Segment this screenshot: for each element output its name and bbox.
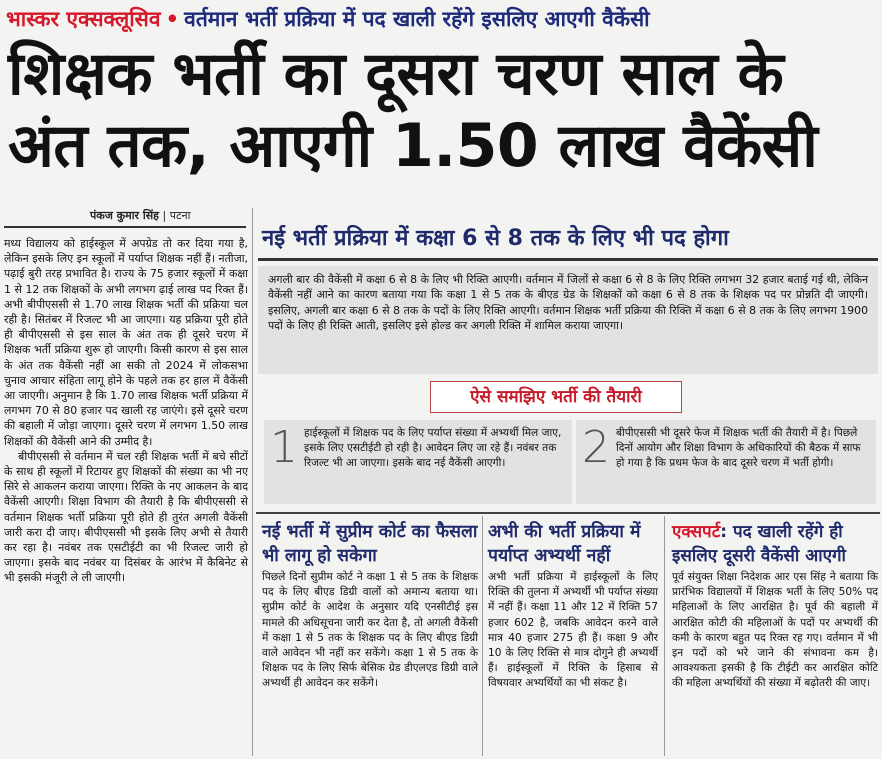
- sub-headline-rule: [258, 258, 878, 261]
- kicker-text: वर्तमान भर्ती प्रक्रिया में पद खाली रहेंगे इसलिए आएगी वैकेंसी: [184, 7, 650, 31]
- expert-headline: [672, 520, 880, 568]
- column-divider-3: [664, 516, 665, 756]
- headline-line-2: अंत तक, आएगी 1.50 लाख वैकेंसी: [8, 111, 818, 181]
- expert-text: पूर्व संयुक्त शिक्षा निदेशक आर एस सिंह ने बताया कि प्रारंभिक विद्यालयों में शिक्षक भर्ती के लिए 50% पद महिलाओं के लिए आरक्षित है। पूर्व की बहाली में आरक्षित कोटी की महिलाओं के पदों पर अभ्यर्थी की कमी के कारण बहुत पद रिक्त रह गए। वर्तमान में भी इन पदों को भरे जाने की संभावना कम है। आवश्यकता इसकी है कि टीईटी कर आरक्षित कोटि की महिला अभ्यर्थियों की संख्या में बढ़ोतरी की जाए।: [672, 571, 878, 690]
- section-rule: [256, 512, 880, 514]
- expert-headline-text: : पद खाली रहेंगे ही इसलिए दूसरी वैकेंसी आएगी: [672, 522, 846, 566]
- current-process-text: अभी भर्ती प्रक्रिया में हाईस्कूलों के लिए रिक्ति की तुलना में अभ्यर्थी भी पर्याप्त संख्या में नहीं हैं। कक्षा 11 और 12 में रिक्ति 57 हजार 602 है, जबकि आवेदन करने वाले मात्र 40 हजार 275 ही हैं। कक्षा 9 और 10 के लिए रिक्ति से मात्र दोगुने ही अभ्यर्थी हैं। हाईस्कूलों में रिक्ति के हिसाब से विषयवार अभ्यर्थियों का भी संकट है।: [488, 571, 658, 690]
- byline: [90, 208, 191, 223]
- point-text-1: हाईस्कूलों में शिक्षक पद के लिए पर्याप्त संख्या में अभ्यर्थी मिल जाए, इसके लिए एसटीईटी हो रही है। आवेदन लिए जा रहे हैं। नवंबर तक रिजल्ट भी आ जाएगा। इसके बाद नई वैकेंसी आएगी।: [304, 427, 562, 469]
- left-paragraph-1: मध्य विद्यालय को हाईस्कूल में अपग्रेड तो कर दिया गया है, लेकिन इसके लिए इन स्कूलों में पर्याप्त शिक्षक नहीं हैं। नतीजा, पढ़ाई बुरी तरह प्रभावित है। राज्य के 75 हजार स्कूलों में कक्षा 1 से 12 तक शिक्षकों के अभी लगभग ढ़ाई लाख पद रिक्त हैं। अभी बीपीएससी से 1.70 लाख शिक्षक भर्ती की प्रक्रिया चल रही है। सितंबर में रिजल्ट भी आ जाएगा। यह प्रक्रिया पूरी होते ही बीपीएससी से इस साल के अंत तक ही दूसरे चरण में शिक्षक भर्ती प्रक्रिया शुरू हो जाएगी। किसी कारण से इस साल के अंत तक वैकेंसी नहीं आ सकी तो 2024 में लोकसभा चुनाव आचार संहिता लागू होने के पहले तक हर हाल में वैकेंसी आ जाएगी। अनुमान है कि 1.70 लाख शिक्षक भर्ती प्रक्रिया में लगभग 70 से 80 हजार पद खाली रह जाएंगे। इसे दूसरे चरण की बहाली में जोड़ा जाएगा। दूसरे चरण में लगभग 1.50 लाख शिक्षकों की वैकेंसी आने की उम्मीद है।: [4, 237, 248, 448]
- left-paragraph-2: बीपीएससी से वर्तमान में चल रही शिक्षक भर्ती में बचे सीटों के साथ ही स्कूलों में रिटायर हुए शिक्षकों की संख्या का भी नए सिरे से आकलन कराया जाएगा। रिक्ति के नए आकलन के बाद वैकेंसी आएगी। शिक्षा विभाग की तैयारी है कि बीपीएससी से वर्तमान शिक्षक भर्ती प्रक्रिया पूरी होते ही तुरंत अगली वैकेंसी जारी करा दी जाए। बीपीएससी भी इसके लिए अभी से तैयारी कर रहा है। नवंबर तक एसटीईटी का भी रिजल्ट जारी हो जाएगा। इसके बाद नवंबर या दिसंबर के आरंभ में कैबिनेट से भी इसकी मंजूरी ले ली जाएगी।: [4, 449, 248, 585]
- kicker: [6, 4, 876, 34]
- point-number-2: 2: [582, 422, 610, 473]
- info-box-text: अगली बार की वैकेंसी में कक्षा 6 से 8 के लिए भी रिक्ति आएगी। वर्तमान में जिलों से कक्षा 6 से 8 के लिए रिक्ति लगभग 32 हजार बताई गई थी, लेकिन वैकेंसी नहीं आने का कारण बताया गया कि कक्षा 1 से 5 तक के बीएड ग्रेड के शिक्षकों को कक्षा 6 से 8 तक के शिक्षक पद पर प्रोन्नति दी जाएगी। इसलिए, अगली बार कक्षा 6 से 8 तक के पदों के लिए रिक्ति आएगी। वर्तमान शिक्षक भर्ती प्रक्रिया की रिक्ति में कक्षा 6 से 8 तक के लिए लगभग 1900 पदों के लिए ही रिक्ति आती, इसलिए इसे होल्ड कर अगली रिक्ति में शामिल कराया जाएगा।: [268, 273, 868, 333]
- point-number-1: 1: [270, 422, 298, 473]
- byline-name: पंकज कुमार सिंह: [90, 209, 160, 222]
- byline-separator: |: [162, 209, 167, 222]
- headline-line-1: शिक्षक भर्ती का दूसरा चरण साल के: [8, 39, 784, 109]
- explain-banner: ऐसे समझिए भर्ती की तैयारी: [430, 381, 682, 413]
- kicker-brand: भास्कर एक्सक्लूसिव: [6, 7, 161, 31]
- point-box-2: [576, 420, 876, 504]
- byline-divider: [4, 226, 246, 228]
- supreme-court-text: पिछले दिनों सुप्रीम कोर्ट ने कक्षा 1 से 5 तक के शिक्षक पद के लिए बीएड डिग्री वालों को अमान्य बताया था। सुप्रीम कोर्ट के आदेश के अनुसार यदि एनसीटीई इस मामले की अधिसूचना जारी कर देता है, तो अगली वैकेंसी में कक्षा 1 से 5 तक के शिक्षक पद के लिए बीएड डिग्री वाले आवेदन भी नहीं कर सकेंगे। कक्षा 1 से 5 तक के शिक्षक पद के लिए सिर्फ बेसिक ग्रेड डीएलएड डिग्री वाले अभ्यर्थी ही आवेदन कर सकेंगे।: [262, 571, 478, 690]
- point-box-1: [264, 420, 572, 504]
- point-text-2: बीपीएससी भी दूसरे फेज में शिक्षक भर्ती की तैयारी में है। पिछले दिनों आयोग और शिक्षा विभाग के अधिकारियों की बैठक में साफ हो गया है कि प्रथम फेज के बाद दूसरे चरण में भर्ती होगी।: [616, 427, 861, 469]
- sub-headline: नई भर्ती प्रक्रिया में कक्षा 6 से 8 तक के लिए भी पद होगा: [262, 226, 729, 251]
- supreme-court-headline: नई भर्ती में सुप्रीम कोर्ट का फैसला भी लागू हो सकेगा: [262, 522, 478, 566]
- page-title: [8, 38, 878, 182]
- left-column-article: [4, 236, 248, 756]
- column-divider: [252, 208, 253, 756]
- current-process-headline: अभी की भर्ती प्रक्रिया में पर्याप्त अभ्यर्थी नहीं: [488, 522, 641, 566]
- byline-place: पटना: [169, 209, 191, 222]
- column-divider-2: [482, 516, 483, 756]
- expert-tag: एक्सपर्ट: [672, 522, 721, 542]
- kicker-separator: •: [165, 7, 180, 31]
